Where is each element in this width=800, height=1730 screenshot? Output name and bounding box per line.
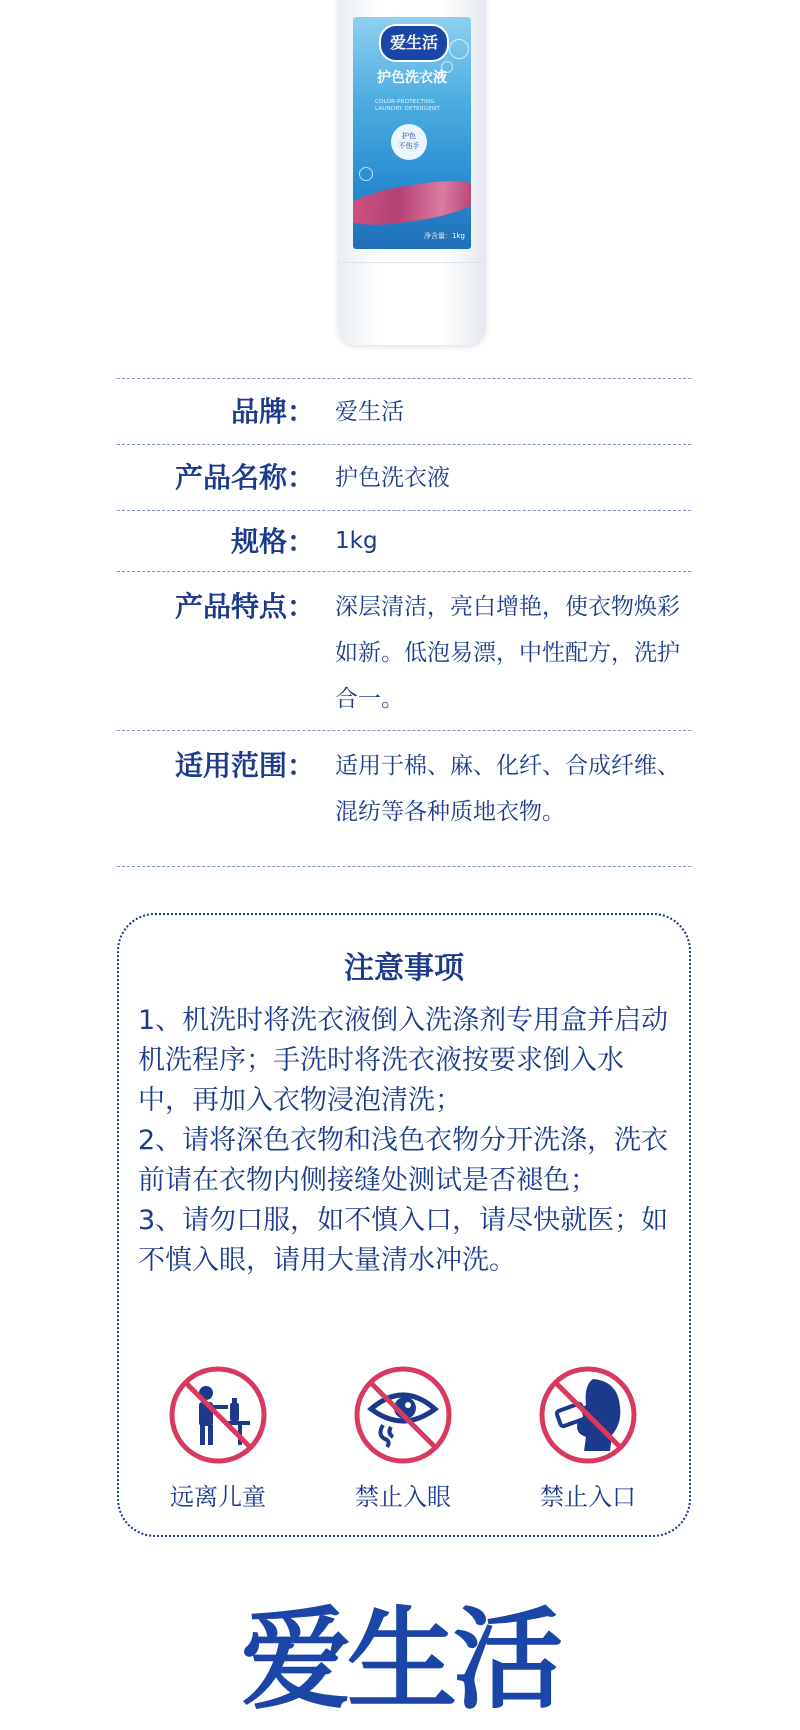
bottle-product-name: 护色洗衣液 xyxy=(377,70,447,86)
no-eye-contact-icon xyxy=(353,1365,453,1465)
product-bottle-image xyxy=(338,0,486,345)
bottle-fabric-graphic xyxy=(353,175,471,230)
keep-away-from-children-icon xyxy=(168,1365,268,1465)
notice-item: 1、机洗时将洗衣液倒入洗涤剂专用盒并启动机洗程序；手洗时将洗衣液按要求倒入水中，再加入衣物浸泡清洗； xyxy=(138,1005,669,1116)
spec-value: 适用于棉、麻、化纤、合成纤维、混纺等各种质地衣物。 xyxy=(335,753,680,825)
sign-no-eye-contact xyxy=(323,1365,483,1512)
spec-key: 适用范围： xyxy=(174,749,315,782)
seal-line-2: 不伤手 xyxy=(398,142,420,150)
brand-logo: 爱生活 xyxy=(241,1596,559,1724)
spec-row-name xyxy=(117,444,691,510)
warning-signs xyxy=(119,1365,689,1511)
bottle-net-weight: 净含量：1kg xyxy=(424,232,465,240)
spec-value: 护色洗衣液 xyxy=(335,465,450,491)
notice-card xyxy=(117,913,691,1537)
notice-body xyxy=(138,1001,677,1281)
bottle-seal xyxy=(391,124,427,160)
sign-label: 禁止入眼 xyxy=(355,1483,451,1511)
bottle-logo: 爱生活 xyxy=(379,24,449,62)
bottle-en-line-2: LAUNDRY DETERGENT xyxy=(375,106,440,112)
seal-line-1: 护色 xyxy=(402,132,416,140)
spec-row-features xyxy=(117,571,691,730)
spec-key: 规格： xyxy=(230,525,315,558)
notice-title: 注意事项 xyxy=(344,951,464,986)
notice-item: 3、请勿口服，如不慎入口，请尽快就医；如不慎入眼，请用大量清水冲洗。 xyxy=(138,1205,669,1276)
do-not-swallow-icon xyxy=(538,1365,638,1465)
sign-do-not-swallow xyxy=(508,1365,668,1512)
sign-keep-away-from-children xyxy=(138,1365,298,1512)
spec-table xyxy=(117,378,691,867)
spec-row-scope xyxy=(117,730,691,867)
sign-label: 禁止入口 xyxy=(540,1483,636,1511)
spec-value: 深层清洁，亮白增艳，使衣物焕彩如新。低泡易漂，中性配方，洗护合一。 xyxy=(335,594,680,712)
spec-value: 1kg xyxy=(335,528,378,554)
sign-label: 远离儿童 xyxy=(170,1483,266,1511)
spec-value: 爱生活 xyxy=(335,399,404,425)
spec-key: 产品名称： xyxy=(174,461,315,494)
bottle-en-line-1: COLOR-PROTECTING xyxy=(375,99,435,105)
bottle-label xyxy=(353,17,471,249)
spec-row-size xyxy=(117,510,691,571)
spec-row-brand xyxy=(117,378,691,444)
notice-item: 2、请将深色衣物和浅色衣物分开洗涤，洗衣前请在衣物内侧接缝处测试是否褪色； xyxy=(138,1125,669,1196)
spec-key: 产品特点： xyxy=(174,590,315,623)
spec-key: 品牌： xyxy=(230,395,315,428)
